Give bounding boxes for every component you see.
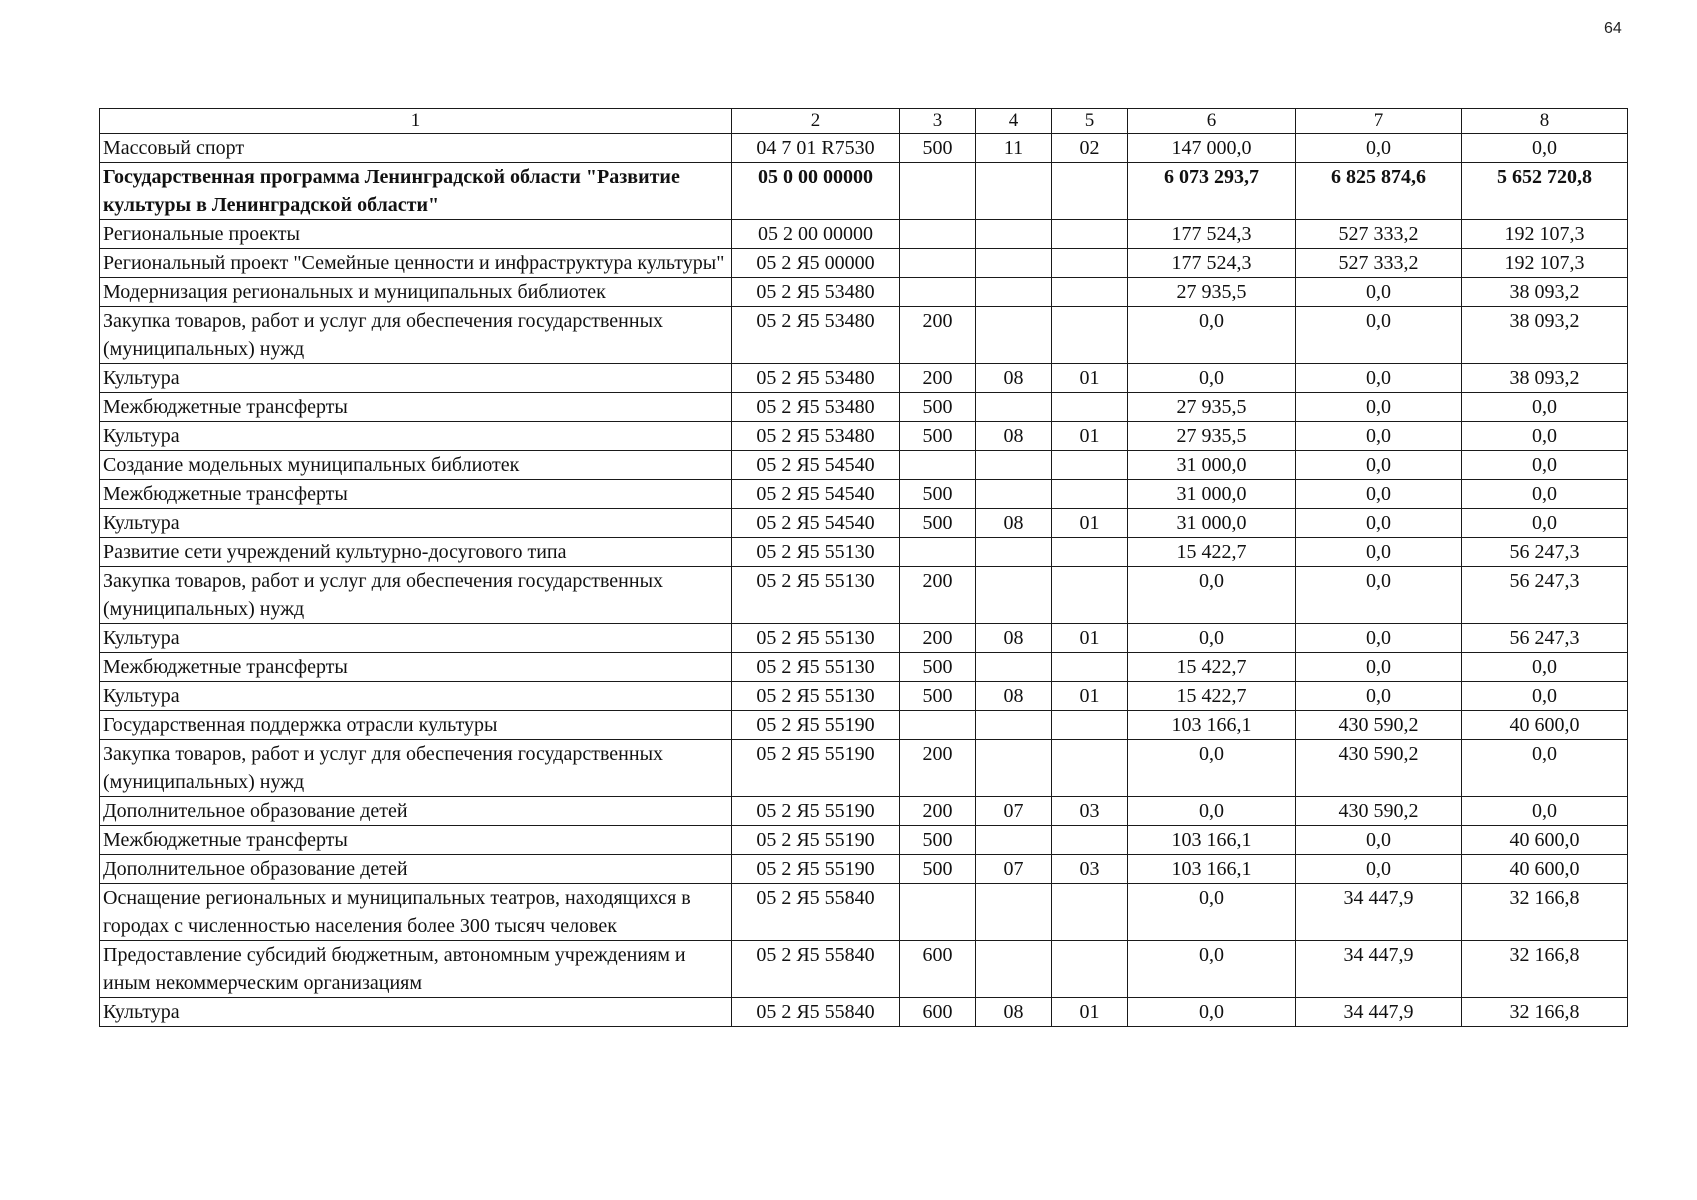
budget-code-cell: 05 2 Я5 54540 [732,480,900,509]
expense-type-cell [900,538,976,567]
table-row [100,941,1628,998]
amount-col6-cell: 15 422,7 [1128,653,1296,682]
amount-col6-cell: 0,0 [1128,364,1296,393]
row-name-cell: Закупка товаров, работ и услуг для обеспечения государственных (муниципальных) нужд [100,307,732,364]
section-cell: 07 [976,855,1052,884]
subsection-cell [1052,538,1128,567]
subsection-cell [1052,653,1128,682]
amount-col8-cell: 0,0 [1462,797,1628,826]
section-cell [976,451,1052,480]
amount-col8-cell: 5 652 720,8 [1462,163,1628,220]
expense-type-cell: 200 [900,797,976,826]
amount-col8-cell: 56 247,3 [1462,567,1628,624]
section-cell [976,163,1052,220]
budget-code-cell: 05 2 Я5 55130 [732,538,900,567]
amount-col8-cell: 0,0 [1462,451,1628,480]
section-cell: 08 [976,682,1052,711]
row-name-cell: Культура [100,998,732,1027]
budget-code-cell: 05 2 Я5 53480 [732,364,900,393]
section-cell [976,941,1052,998]
table-row [100,220,1628,249]
budget-code-cell: 05 2 Я5 55190 [732,740,900,797]
amount-col7-cell: 34 447,9 [1296,998,1462,1027]
section-cell: 11 [976,134,1052,163]
budget-code-cell: 05 2 Я5 55130 [732,567,900,624]
expense-type-cell: 600 [900,998,976,1027]
amount-col7-cell: 430 590,2 [1296,740,1462,797]
amount-col6-cell: 27 935,5 [1128,278,1296,307]
amount-col7-cell: 430 590,2 [1296,797,1462,826]
subsection-cell: 02 [1052,134,1128,163]
row-name-cell: Закупка товаров, работ и услуг для обеспечения государственных (муниципальных) нужд [100,567,732,624]
amount-col7-cell: 0,0 [1296,682,1462,711]
section-cell [976,393,1052,422]
amount-col7-cell: 0,0 [1296,364,1462,393]
amount-col8-cell: 0,0 [1462,509,1628,538]
subsection-cell: 01 [1052,998,1128,1027]
amount-col7-cell: 34 447,9 [1296,884,1462,941]
table-body [100,109,1628,1027]
subsection-cell: 01 [1052,422,1128,451]
table-row [100,393,1628,422]
expense-type-cell: 500 [900,509,976,538]
expense-type-cell: 500 [900,422,976,451]
subsection-cell [1052,163,1128,220]
row-name-cell: Государственная программа Ленинградской области "Развитие культуры в Ленинградской области" [100,163,732,220]
expense-type-cell: 200 [900,307,976,364]
expense-type-cell: 200 [900,624,976,653]
amount-col7-cell: 0,0 [1296,567,1462,624]
row-name-cell: Культура [100,509,732,538]
row-name-cell: Развитие сети учреждений культурно-досугового типа [100,538,732,567]
expense-type-cell [900,249,976,278]
amount-col6-cell: 0,0 [1128,307,1296,364]
table-row [100,163,1628,220]
amount-col6-cell: 0,0 [1128,740,1296,797]
amount-col8-cell: 38 093,2 [1462,364,1628,393]
expense-type-cell: 500 [900,855,976,884]
table-row [100,711,1628,740]
amount-col8-cell: 56 247,3 [1462,624,1628,653]
amount-col7-cell: 0,0 [1296,538,1462,567]
amount-col6-cell: 147 000,0 [1128,134,1296,163]
amount-col8-cell: 32 166,8 [1462,941,1628,998]
budget-code-cell: 05 2 Я5 55190 [732,797,900,826]
amount-col7-cell: 0,0 [1296,278,1462,307]
budget-code-cell: 05 2 Я5 53480 [732,307,900,364]
subsection-cell: 03 [1052,797,1128,826]
row-name-cell: Культура [100,624,732,653]
column-header: 2 [732,109,900,134]
section-cell [976,249,1052,278]
amount-col8-cell: 0,0 [1462,480,1628,509]
expense-type-cell: 500 [900,826,976,855]
row-name-cell: Культура [100,364,732,393]
amount-col7-cell: 34 447,9 [1296,941,1462,998]
expense-type-cell: 200 [900,364,976,393]
amount-col7-cell: 0,0 [1296,422,1462,451]
section-cell [976,567,1052,624]
amount-col7-cell: 0,0 [1296,826,1462,855]
amount-col8-cell: 32 166,8 [1462,998,1628,1027]
amount-col6-cell: 15 422,7 [1128,682,1296,711]
expense-type-cell [900,278,976,307]
subsection-cell [1052,249,1128,278]
amount-col7-cell: 527 333,2 [1296,220,1462,249]
subsection-cell [1052,480,1128,509]
row-name-cell: Культура [100,422,732,451]
table-row [100,278,1628,307]
row-name-cell: Региональные проекты [100,220,732,249]
expense-type-cell: 200 [900,567,976,624]
table-row [100,740,1628,797]
row-name-cell: Предоставление субсидий бюджетным, автономным учреждениям и иным некоммерческим организациям [100,941,732,998]
row-name-cell: Массовый спорт [100,134,732,163]
amount-col6-cell: 27 935,5 [1128,393,1296,422]
subsection-cell [1052,826,1128,855]
budget-code-cell: 05 2 Я5 55190 [732,855,900,884]
budget-code-cell: 05 2 Я5 55190 [732,826,900,855]
amount-col6-cell: 15 422,7 [1128,538,1296,567]
subsection-cell: 01 [1052,364,1128,393]
table-row [100,249,1628,278]
amount-col7-cell: 0,0 [1296,393,1462,422]
section-cell [976,740,1052,797]
section-cell: 08 [976,364,1052,393]
subsection-cell [1052,451,1128,480]
amount-col6-cell: 177 524,3 [1128,249,1296,278]
expense-type-cell: 200 [900,740,976,797]
row-name-cell: Модернизация региональных и муниципальных библиотек [100,278,732,307]
table-row [100,567,1628,624]
expense-type-cell: 500 [900,653,976,682]
amount-col7-cell: 0,0 [1296,509,1462,538]
subsection-cell [1052,740,1128,797]
amount-col7-cell: 0,0 [1296,653,1462,682]
amount-col7-cell: 527 333,2 [1296,249,1462,278]
amount-col7-cell: 0,0 [1296,624,1462,653]
section-cell [976,538,1052,567]
section-cell [976,711,1052,740]
amount-col8-cell: 56 247,3 [1462,538,1628,567]
row-name-cell: Межбюджетные трансферты [100,480,732,509]
subsection-cell [1052,278,1128,307]
table-header-row [100,109,1628,134]
budget-code-cell: 05 2 Я5 55130 [732,682,900,711]
expense-type-cell [900,163,976,220]
column-header: 5 [1052,109,1128,134]
column-header: 3 [900,109,976,134]
column-header: 1 [100,109,732,134]
amount-col8-cell: 32 166,8 [1462,884,1628,941]
amount-col6-cell: 27 935,5 [1128,422,1296,451]
expense-type-cell: 500 [900,134,976,163]
section-cell: 07 [976,797,1052,826]
section-cell [976,307,1052,364]
section-cell [976,826,1052,855]
budget-code-cell: 05 2 Я5 55190 [732,711,900,740]
amount-col8-cell: 0,0 [1462,740,1628,797]
section-cell: 08 [976,998,1052,1027]
table-row [100,624,1628,653]
amount-col6-cell: 0,0 [1128,797,1296,826]
row-name-cell: Дополнительное образование детей [100,797,732,826]
amount-col8-cell: 0,0 [1462,653,1628,682]
amount-col6-cell: 103 166,1 [1128,711,1296,740]
table-row [100,682,1628,711]
section-cell [976,220,1052,249]
table-row [100,653,1628,682]
column-header: 6 [1128,109,1296,134]
row-name-cell: Региональный проект "Семейные ценности и инфраструктура культуры" [100,249,732,278]
row-name-cell: Государственная поддержка отрасли культуры [100,711,732,740]
subsection-cell: 01 [1052,509,1128,538]
amount-col8-cell: 192 107,3 [1462,220,1628,249]
amount-col8-cell: 0,0 [1462,393,1628,422]
table-row [100,134,1628,163]
budget-code-cell: 05 2 00 00000 [732,220,900,249]
subsection-cell [1052,307,1128,364]
amount-col6-cell: 103 166,1 [1128,855,1296,884]
subsection-cell [1052,941,1128,998]
subsection-cell [1052,220,1128,249]
amount-col6-cell: 0,0 [1128,941,1296,998]
expense-type-cell: 500 [900,393,976,422]
section-cell: 08 [976,624,1052,653]
amount-col6-cell: 0,0 [1128,567,1296,624]
page-number: 64 [1604,20,1622,37]
amount-col7-cell: 6 825 874,6 [1296,163,1462,220]
budget-code-cell: 05 2 Я5 55130 [732,653,900,682]
table-row [100,884,1628,941]
row-name-cell: Межбюджетные трансферты [100,393,732,422]
amount-col7-cell: 0,0 [1296,480,1462,509]
amount-col8-cell: 40 600,0 [1462,826,1628,855]
budget-code-cell: 04 7 01 R7530 [732,134,900,163]
section-cell [976,884,1052,941]
budget-code-cell: 05 2 Я5 54540 [732,509,900,538]
table-row [100,480,1628,509]
amount-col6-cell: 6 073 293,7 [1128,163,1296,220]
column-header: 4 [976,109,1052,134]
expense-type-cell [900,711,976,740]
amount-col6-cell: 31 000,0 [1128,480,1296,509]
budget-code-cell: 05 2 Я5 54540 [732,451,900,480]
budget-code-cell: 05 2 Я5 53480 [732,393,900,422]
row-name-cell: Межбюджетные трансферты [100,653,732,682]
subsection-cell [1052,393,1128,422]
expense-type-cell: 500 [900,480,976,509]
amount-col6-cell: 31 000,0 [1128,509,1296,538]
table-row [100,422,1628,451]
column-header: 8 [1462,109,1628,134]
amount-col7-cell: 0,0 [1296,134,1462,163]
budget-table [99,108,1628,1027]
amount-col6-cell: 31 000,0 [1128,451,1296,480]
subsection-cell: 03 [1052,855,1128,884]
amount-col6-cell: 0,0 [1128,998,1296,1027]
amount-col6-cell: 0,0 [1128,884,1296,941]
budget-code-cell: 05 2 Я5 00000 [732,249,900,278]
section-cell [976,480,1052,509]
budget-code-cell: 05 2 Я5 55840 [732,884,900,941]
budget-code-cell: 05 2 Я5 53480 [732,278,900,307]
table-row [100,855,1628,884]
expense-type-cell [900,884,976,941]
table-row [100,538,1628,567]
row-name-cell: Создание модельных муниципальных библиотек [100,451,732,480]
expense-type-cell: 500 [900,682,976,711]
amount-col7-cell: 0,0 [1296,307,1462,364]
amount-col8-cell: 38 093,2 [1462,307,1628,364]
amount-col8-cell: 0,0 [1462,682,1628,711]
table-row [100,307,1628,364]
subsection-cell [1052,567,1128,624]
subsection-cell: 01 [1052,682,1128,711]
subsection-cell [1052,711,1128,740]
row-name-cell: Межбюджетные трансферты [100,826,732,855]
amount-col8-cell: 192 107,3 [1462,249,1628,278]
amount-col8-cell: 40 600,0 [1462,711,1628,740]
amount-col7-cell: 430 590,2 [1296,711,1462,740]
section-cell: 08 [976,509,1052,538]
table-row [100,797,1628,826]
amount-col6-cell: 177 524,3 [1128,220,1296,249]
amount-col7-cell: 0,0 [1296,451,1462,480]
budget-code-cell: 05 2 Я5 55840 [732,941,900,998]
budget-code-cell: 05 2 Я5 55130 [732,624,900,653]
table-row [100,826,1628,855]
table-row [100,364,1628,393]
table-row [100,509,1628,538]
budget-code-cell: 05 2 Я5 55840 [732,998,900,1027]
section-cell [976,653,1052,682]
section-cell: 08 [976,422,1052,451]
subsection-cell [1052,884,1128,941]
row-name-cell: Культура [100,682,732,711]
column-header: 7 [1296,109,1462,134]
amount-col7-cell: 0,0 [1296,855,1462,884]
expense-type-cell [900,451,976,480]
row-name-cell: Закупка товаров, работ и услуг для обеспечения государственных (муниципальных) нужд [100,740,732,797]
budget-code-cell: 05 0 00 00000 [732,163,900,220]
amount-col8-cell: 0,0 [1462,134,1628,163]
row-name-cell: Оснащение региональных и муниципальных театров, находящихся в городах с численностью населения более 300 тысяч человек [100,884,732,941]
row-name-cell: Дополнительное образование детей [100,855,732,884]
amount-col8-cell: 38 093,2 [1462,278,1628,307]
subsection-cell: 01 [1052,624,1128,653]
expense-type-cell: 600 [900,941,976,998]
expense-type-cell [900,220,976,249]
table-row [100,451,1628,480]
section-cell [976,278,1052,307]
budget-code-cell: 05 2 Я5 53480 [732,422,900,451]
amount-col8-cell: 40 600,0 [1462,855,1628,884]
amount-col8-cell: 0,0 [1462,422,1628,451]
amount-col6-cell: 0,0 [1128,624,1296,653]
table-row [100,998,1628,1027]
amount-col6-cell: 103 166,1 [1128,826,1296,855]
